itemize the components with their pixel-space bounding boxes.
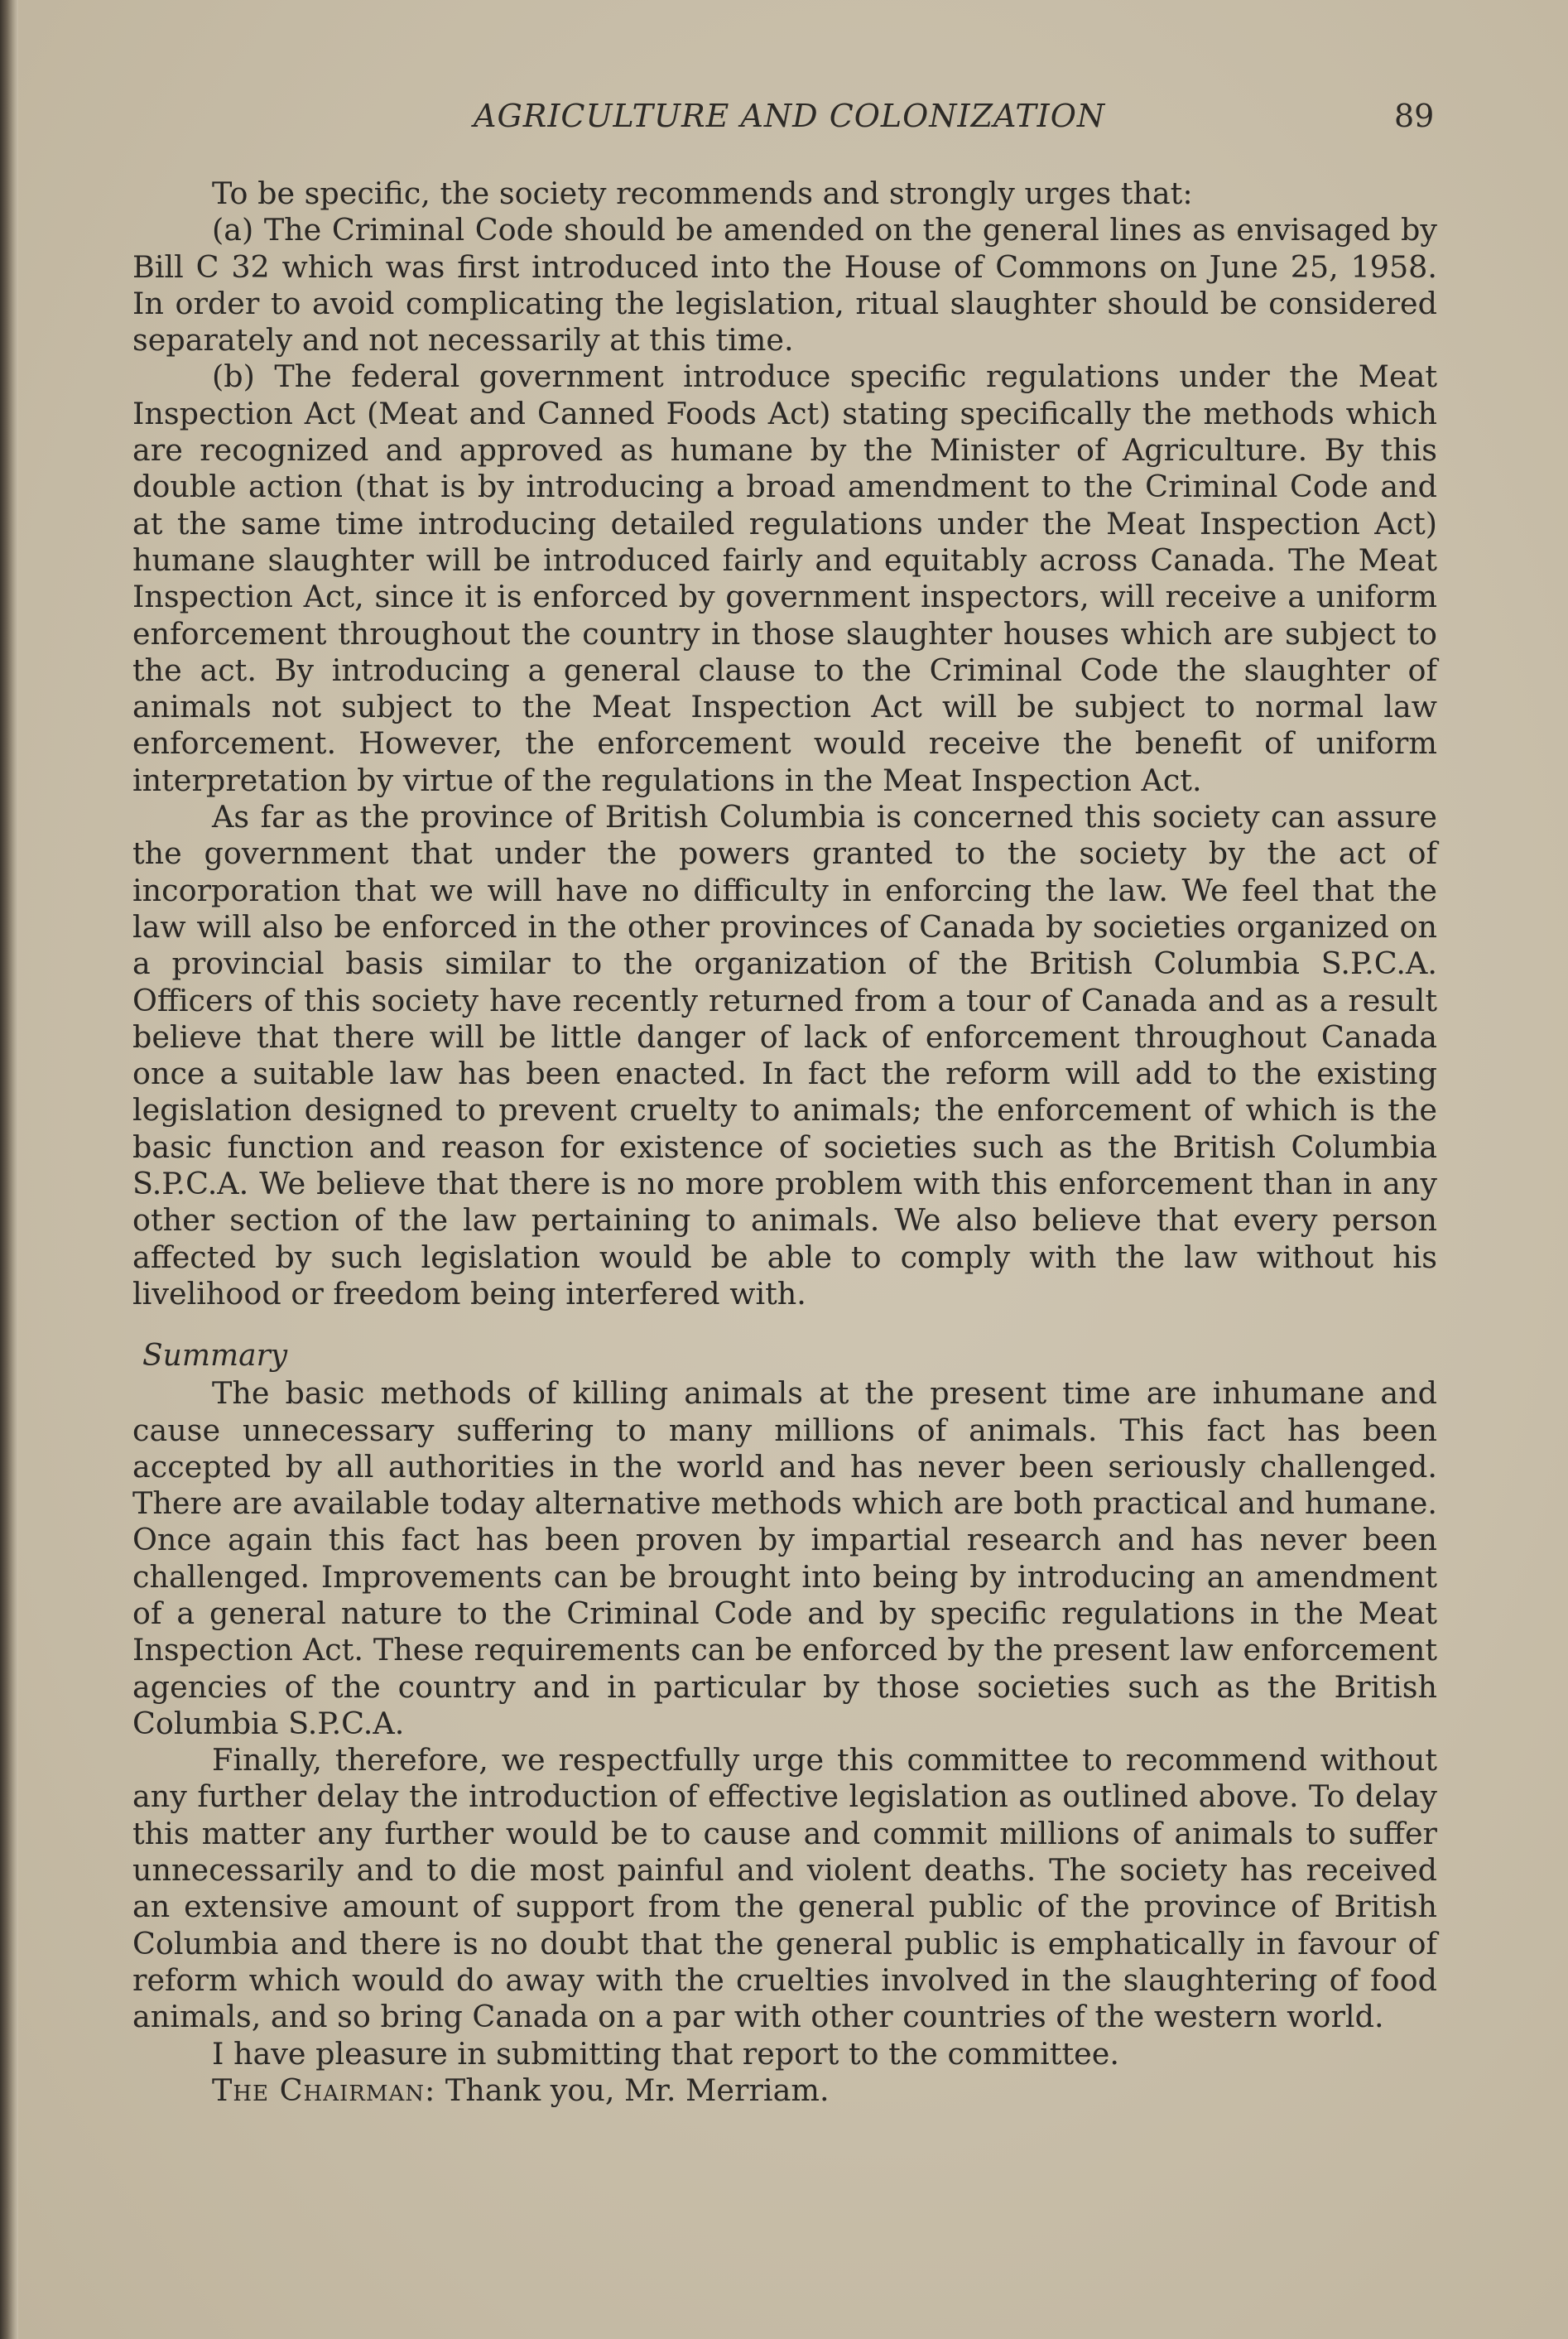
chairman-remark-text: Thank you, Mr. Merriam. — [445, 2072, 830, 2108]
book-spine-shadow — [0, 0, 18, 2339]
page-number: 89 — [1394, 98, 1435, 134]
summary-paragraph-finally: Finally, therefore, we respectfully urge this committee to recommend without any further delay the introduction of effective legislation as outlined above. To delay this matter any further would be to cause and commit millions of animals to suffer unnecessarily and to die most painful and violent deaths. The society has received an extensive amount of support from the general public of the province of British Columbia and there is no doubt that the general public is emphatically in favour of reform which would do away with the cruelties involved in the slaughtering of food animals, and so bring Canada on a par with other countries of the western world. — [132, 1742, 1437, 2035]
paragraph-item-b: (b) The federal government introduce specific regulations under the Meat Inspection Act (Meat and Canned Foods Act) stating specifically the methods which are recognized and approved as humane by the Minister of Agriculture. By this double action (that is by introducing a broad amendment to the Criminal Code and at the same time introducing detailed regulations under the Meat Inspection Act) humane slaughter will be introduced fairly and equitably across Canada. The Meat Inspection Act, since it is enforced by government inspectors, will receive a uniform enforcement throughout the country in those slaughter houses which are subject to the act. By introducing a general clause to the Criminal Code the slaughter of animals not subject to the Meat Inspection Act will be subject to normal law enforcement. However, the enforcement would receive the benefit of uniform interpretation by virtue of the regulations in the Meat Inspection Act. — [132, 359, 1437, 798]
summary-heading: Summary — [142, 1339, 288, 1374]
paragraph-item-a: (a) The Criminal Code should be amended on the general lines as envisaged by Bill C 32 which was first introduced into the House of Commons on June 25, 1958. In order to avoid complicating the legislation, ritual slaughter should be considered separately and not necessarily at this time. — [132, 212, 1437, 359]
chairman-remark — [132, 2072, 1437, 2109]
page-body — [132, 176, 1437, 2109]
running-title: AGRICULTURE AND COLONIZATION — [474, 98, 1106, 134]
paragraph-intro: To be specific, the society recommends and strongly urges that: — [212, 176, 1193, 211]
summary-paragraph-submission: I have pleasure in submitting that report to the committee. — [212, 2035, 1119, 2072]
paragraph-british-columbia: As far as the province of British Columbia is concerned this society can assure the government that under the powers granted to the society by the act of incorporation that we will have no difficulty in enforcing the law. We feel that the law will also be enforced in the other provinces of Canada by societies organized on a provincial basis similar to the organization of the British Columbia S.P.C.A. Officers of this society have recently returned from a tour of Canada and as a result believe that there will be little danger of lack of enforcement throughout Canada once a suitable law has been enacted. In fact the reform will add to the existing legislation designed to prevent cruelty to animals; the enforcement of which is the basic function and reason for existence of societies such as the British Columbia S.P.C.A. We believe that there is no more problem with this enforcement than in any other section of the law pertaining to animals. We also believe that every person affected by such legislation would be able to comply with the law without his livelihood or freedom being interfered with. — [132, 799, 1437, 1311]
speaker-name: The Chairman: — [212, 2072, 436, 2108]
summary-paragraph-methods: The basic methods of killing animals at the present time are inhumane and cause unnecessary suffering to many millions of animals. This fact has been accepted by all authorities in the world and has never been seriously challenged. There are available today alternative methods which are both practical and humane. Once again this fact has been proven by impartial research and has never been challenged. Improvements can be brought into being by introducing an amendment of a general nature to the Criminal Code and by specific regulations in the Meat Inspection Act. These requirements can be enforced by the present law enforcement agencies of the country and in particular by those societies such as the British Columbia S.P.C.A. — [132, 1375, 1437, 1741]
page-header — [0, 98, 1568, 139]
